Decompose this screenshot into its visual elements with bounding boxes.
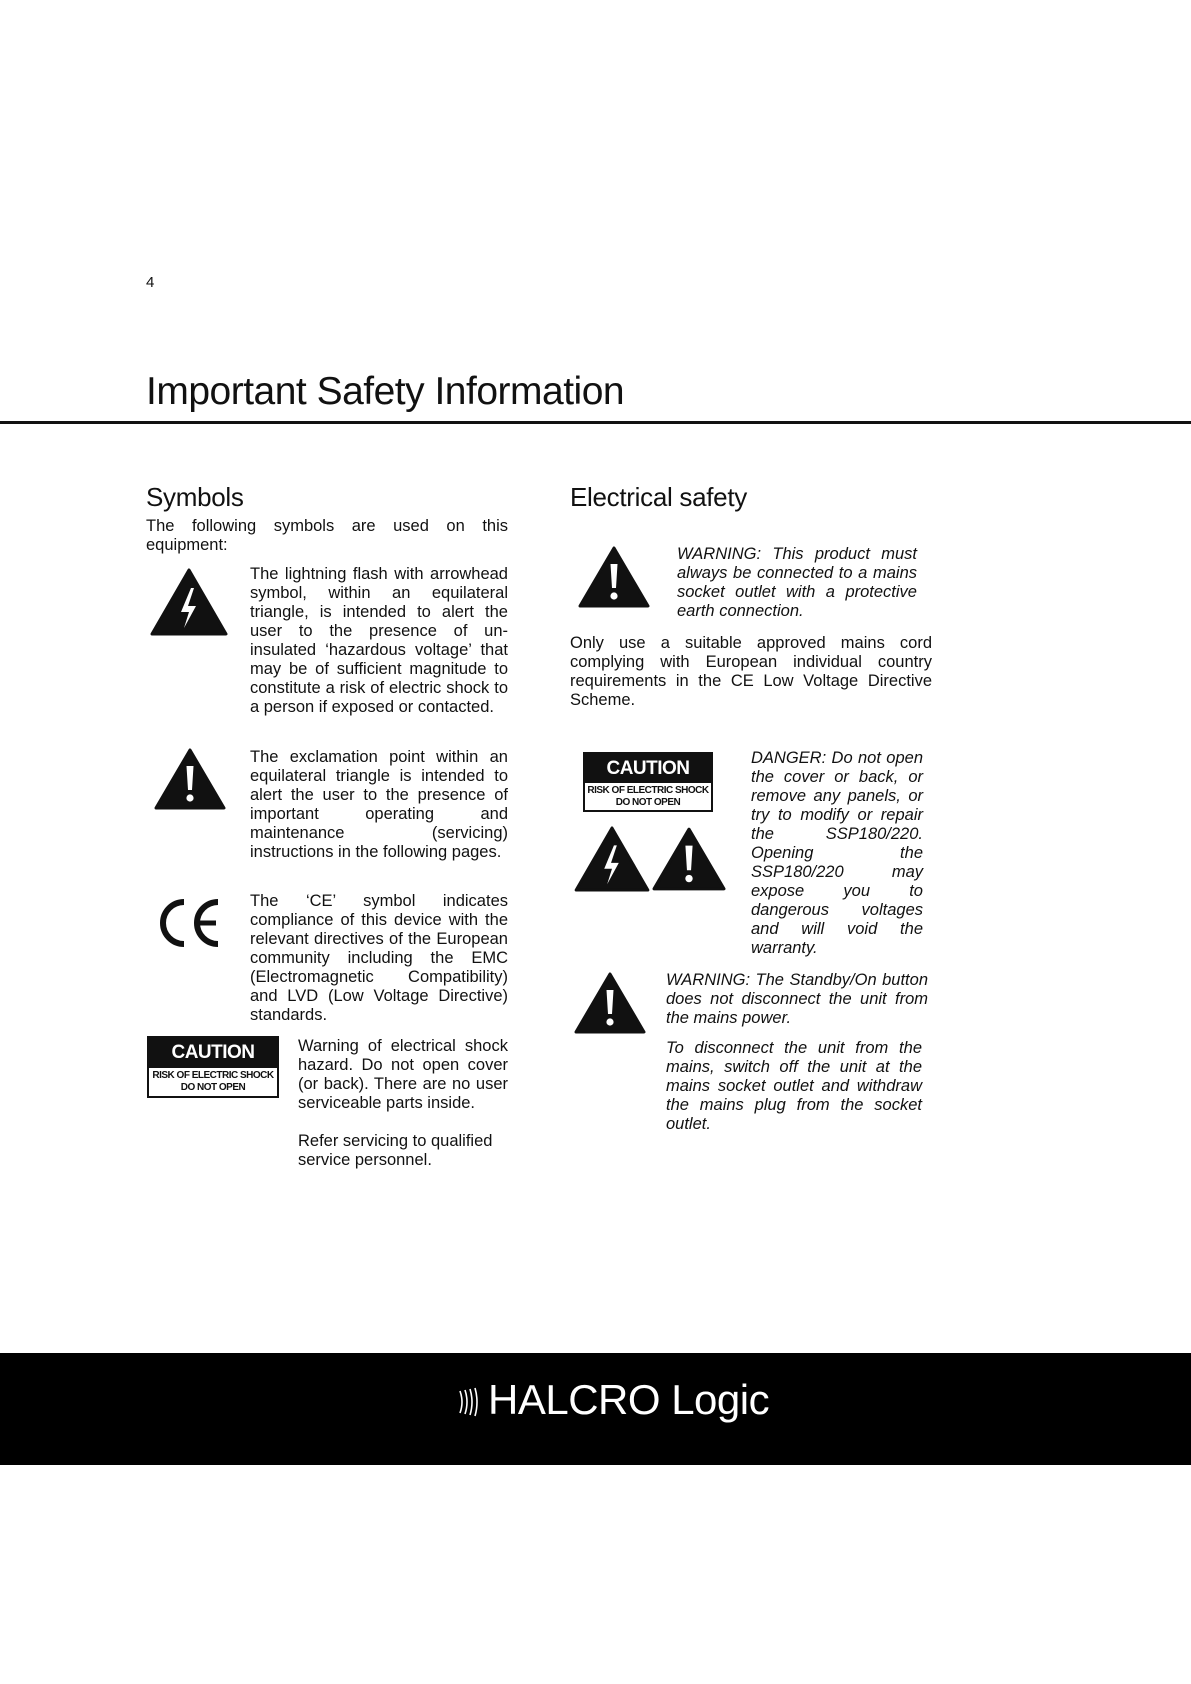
caution-label <box>147 1036 279 1098</box>
caution-label-line1: RISK OF ELECTRIC SHOCK <box>152 1070 274 1081</box>
caution-label-line1: RISK OF ELECTRIC SHOCK <box>587 785 709 796</box>
exclamation-description: The exclamation point within an equilateral triangle is intended to alert the user to the presence of important operating and maintenance (servicing) instructions in the following pages. <box>250 748 508 861</box>
danger-text: DANGER: Do not open the cover or back, or remove any panels, or try to modify or repair the SSP180/220. Opening the SSP180/220 may expose you to dangerous voltages and will void the warranty. <box>751 749 923 957</box>
caution-label <box>583 752 713 812</box>
lightning-warning-icon <box>574 826 650 892</box>
brand-name: HALCRO Logic <box>488 1376 770 1423</box>
caution-servicing: Refer servicing to qualified service personnel. <box>298 1132 493 1169</box>
disconnect-text: To disconnect the unit from the mains, switch off the unit at the mains socket outlet and withdraw the mains plug from the socket outlet. <box>666 1039 922 1133</box>
halcro-logo-icon <box>458 1387 486 1417</box>
title-rule <box>0 421 1191 424</box>
lightning-warning-icon <box>150 568 228 636</box>
exclamation-warning-icon <box>652 826 726 892</box>
caution-label-title: CAUTION <box>149 1038 277 1068</box>
page-title: Important Safety Information <box>146 370 625 413</box>
lightning-description: The lightning flash with arrowhead symbol, within an equilateral triangle, is intended to alert the user to the presence of un-insulated ‘hazardous voltage’ that may be of sufficient magnitude to constitute a risk of electric shock to a person if exposed or contacted. <box>250 565 508 716</box>
symbols-intro: The following symbols are used on this equipment: <box>146 517 508 554</box>
ce-mark-icon <box>156 896 222 950</box>
symbols-heading: Symbols <box>146 482 244 512</box>
warning-standby: WARNING: The Standby/On button does not disconnect the unit from the mains power. <box>666 971 928 1027</box>
warning-earth: WARNING: This product must always be connected to a mains socket outlet with a protective earth connection. <box>677 545 917 620</box>
mains-cord-text: Only use a suitable approved mains cord complying with European individual country requirements in the CE Low Voltage Directive Scheme. <box>570 634 932 709</box>
exclamation-warning-icon <box>154 748 226 810</box>
caution-label-line2: DO NOT OPEN <box>180 1082 246 1093</box>
caution-label-line2: DO NOT OPEN <box>615 797 681 808</box>
exclamation-warning-icon <box>574 972 646 1034</box>
electrical-heading: Electrical safety <box>570 482 747 512</box>
caution-description: Warning of electrical shock hazard. Do not open cover (or back). There are no user serviceable parts inside. <box>298 1037 508 1112</box>
page-number: 4 <box>146 274 155 291</box>
caution-label-title: CAUTION <box>585 754 711 783</box>
ce-description: The ‘CE’ symbol indicates compliance of this device with the relevant directives of the European community including the EMC (Electromagnetic Compatibility) and LVD (Low Voltage Directive) standards. <box>250 892 508 1024</box>
exclamation-warning-icon <box>578 546 650 608</box>
